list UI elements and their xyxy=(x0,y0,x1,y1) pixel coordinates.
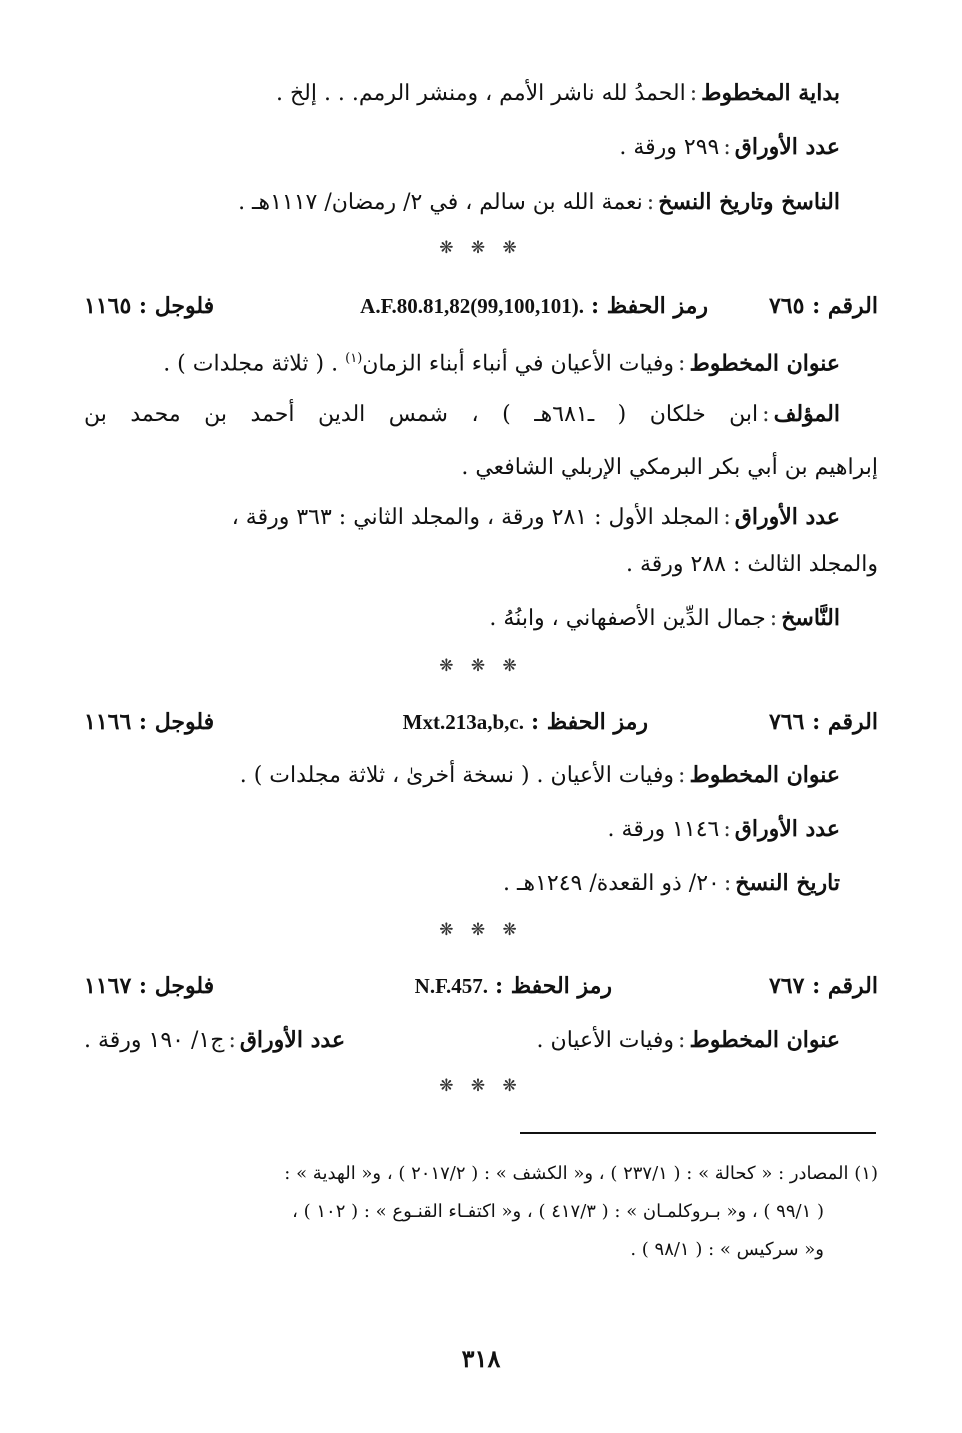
shelfmark-group xyxy=(415,968,612,1005)
date-value: ٢٠/ ذو القعدة/ ١٢٤٩هـ . xyxy=(503,871,720,896)
leaves-label: عدد الأوراق xyxy=(734,504,840,530)
title-group: عنوان المخطوط:وفيات الأعيان . xyxy=(536,1027,840,1053)
leaves-value: ٢٩٩ ورقة . xyxy=(619,135,720,160)
footnote-line-3: و« سركيس » : ( ٩٨/١ ) . xyxy=(630,1239,824,1260)
record-number: الرقم : ٧٦٧ xyxy=(768,973,878,999)
volumes-line-1: عدد الأوراق:المجلد الأول : ٢٨١ ورقة ، والمجلد الثاني : ٣٦٣ ورقة ، xyxy=(231,504,840,530)
leaves-label: عدد الأوراق xyxy=(734,134,840,160)
leaves-group: عدد الأوراق:ج١/ ١٩٠ ورقة . xyxy=(84,1027,346,1053)
leaves-line: عدد الأوراق:٢٩٩ ورقة . xyxy=(619,134,840,160)
leaves-line: عدد الأوراق:١١٤٦ ورقة . xyxy=(607,816,840,842)
start-line: بداية المخطوط:الحمدُ لله ناشر الأمم ، ومنشر الرمم. . . إلخ . xyxy=(275,80,840,106)
record-number: الرقم : ٧٦٥ xyxy=(768,293,878,319)
leaves-value-1: المجلد الأول : ٢٨١ ورقة ، والمجلد الثاني : ٣٦٣ ورقة ، xyxy=(231,505,720,530)
copyist-value: جمال الدِّين الأصفهاني ، وابنُهُ . xyxy=(489,606,766,631)
title-label: عنوان المخطوط xyxy=(689,1027,840,1053)
shelfmark-group xyxy=(360,288,708,325)
shelfmark-label: رمز الحفظ : xyxy=(590,293,708,319)
footnote-rule xyxy=(520,1132,876,1134)
entry-767-header xyxy=(84,968,878,1004)
start-value: الحمدُ لله ناشر الأمم ، ومنشر الرمم. . . إلخ . xyxy=(275,81,686,106)
record-number: الرقم : ٧٦٦ xyxy=(768,709,878,735)
author-value-1: ابن خلكان ( ـ٦٨١هـ ) ، شمس الدين أحمد بن محمد بن xyxy=(84,402,759,427)
title-label: عنوان المخطوط xyxy=(689,350,840,377)
title-line: عنوان المخطوط:وفيات الأعيان في أنباء أبناء الزمان$^{(١)}$ . ( ثلاثة مجلدات ) . xyxy=(163,350,840,377)
date-label: تاريخ النسخ xyxy=(735,870,840,896)
fluegel-number: فلوجل : ١١٦٧ xyxy=(84,973,215,999)
copyist-date-value: نعمة الله بن سالم ، في ٢/ رمضان/ ١١١٧هـ . xyxy=(238,190,643,215)
start-label: بداية المخطوط xyxy=(701,80,840,106)
copyist-date-line: الناسخ وتاريخ النسخ:نعمة الله بن سالم ، في ٢/ رمضان/ ١١١٧هـ . xyxy=(238,189,840,215)
footnote-ref: (١) xyxy=(345,351,363,366)
shelfmark-code: A.F.80.81,82(99,100,101). xyxy=(360,294,584,318)
page-number: ٣١٨ xyxy=(461,1344,501,1373)
fluegel-number: فلوجل : ١١٦٥ xyxy=(84,293,215,319)
section-separator: ❋ ❋ ❋ xyxy=(439,656,523,676)
leaves-value: ١١٤٦ ورقة . xyxy=(607,817,720,842)
title-value: وفيات الأعيان . xyxy=(536,1028,675,1053)
leaves-label: عدد الأوراق xyxy=(734,816,840,842)
leaves-label: عدد الأوراق xyxy=(239,1027,346,1053)
footnote-line-2: ( ٩٩/١ ) ، و« بـروكلمـان » : ( ٤١٧/٣ ) ، و« اكتفـاء القنـوع » : ( ١٠٢ ) ، xyxy=(292,1201,824,1222)
shelfmark-code: N.F.457. xyxy=(414,974,488,998)
title-line: عنوان المخطوط:وفيات الأعيان . ( نسخة أخرىٰ ، ثلاثة مجلدات ) . xyxy=(239,762,840,788)
section-separator: ❋ ❋ ❋ xyxy=(439,238,523,258)
shelfmark-label: رمز الحفظ : xyxy=(530,709,648,735)
title-value: وفيات الأعيان . ( نسخة أخرىٰ ، ثلاثة مجلدات ) . xyxy=(239,763,675,788)
author-label: المؤلف xyxy=(773,401,840,427)
volumes-line-2: والمجلد الثالث : ٢٨٨ ورقة . xyxy=(625,552,878,577)
title-label: عنوان المخطوط xyxy=(689,762,840,788)
entry-766-header xyxy=(84,704,878,740)
shelfmark-label: رمز الحفظ : xyxy=(494,973,612,999)
entry-765-header xyxy=(84,288,878,324)
fluegel-number: فلوجل : ١١٦٦ xyxy=(84,709,215,735)
leaves-value: ج١/ ١٩٠ ورقة . xyxy=(84,1028,225,1053)
footnote-line-1: (١) المصادر : « كحالة » : ( ٢٣٧/١ ) ، و« الكشف » : ( ٢٠١٧/٢ ) ، و« الهدية » : xyxy=(284,1163,878,1184)
copyist-date-label: الناسخ وتاريخ النسخ xyxy=(658,189,840,215)
title-leaves-line xyxy=(84,1022,840,1058)
shelfmark-group xyxy=(403,704,648,741)
copyist-line: النَّاسخ:جمال الدِّين الأصفهاني ، وابنُهُ . xyxy=(489,605,840,631)
title-suffix: . ( ثلاثة مجلدات ) . xyxy=(163,351,339,377)
title-value: وفيات الأعيان في أنباء أبناء الزمان xyxy=(362,351,675,377)
section-separator: ❋ ❋ ❋ xyxy=(439,920,523,940)
date-line: تاريخ النسخ:٢٠/ ذو القعدة/ ١٢٤٩هـ . xyxy=(503,870,840,896)
shelfmark-code: Mxt.213a,b,c. xyxy=(402,710,524,734)
copyist-label: النَّاسخ xyxy=(781,605,840,631)
author-line-1: المؤلف:ابن خلكان ( ـ٦٨١هـ ) ، شمس الدين أحمد بن محمد بن xyxy=(84,401,840,427)
author-line-2: إبراهيم بن أبي بكر البرمكي الإربلي الشافعي . xyxy=(461,455,878,480)
section-separator: ❋ ❋ ❋ xyxy=(439,1076,523,1096)
